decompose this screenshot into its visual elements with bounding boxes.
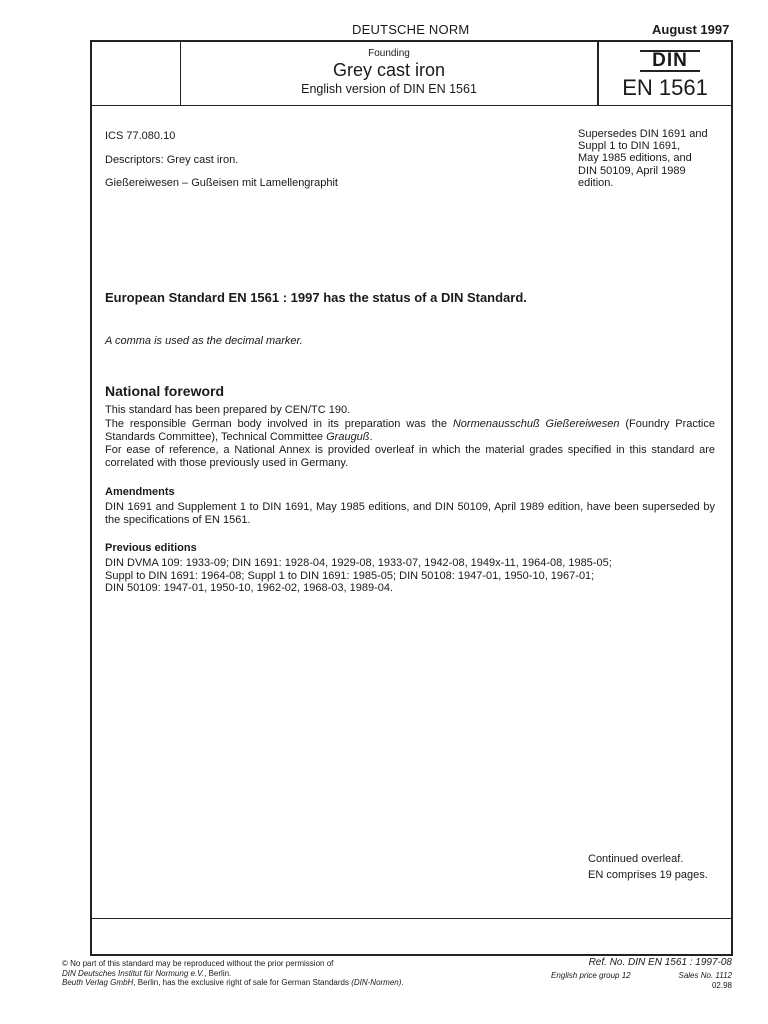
beuth-line: [62, 978, 532, 988]
price-group: English price group 12: [551, 971, 631, 980]
foreword-text: The responsible German body involved in its preparation was the: [105, 418, 453, 430]
previous-editions-heading: Previous editions: [105, 542, 197, 554]
copyright-line: © No part of this standard may be reproduced without the prior permission of: [62, 959, 334, 968]
din-institute-city: , Berlin.: [204, 968, 232, 978]
foreword-line-3: For ease of reference, a National Annex is provided overleaf in which the material grades specified in this standard are correlated with those previously used in Germany.: [105, 444, 715, 469]
foreword-line-1: This standard has been prepared by CEN/TC 190.: [105, 404, 351, 416]
previous-editions-line: Suppl to DIN 1691: 1964-08; Suppl 1 to DIN 1691: 1985-05; DIN 50108: 1947-01, 1950-10, 1967-01;: [105, 569, 595, 582]
supersedes-note: [578, 128, 708, 189]
ics-code: ICS 77.080.10: [105, 130, 176, 142]
reference-number: Ref. No. DIN EN 1561 : 1997-08: [588, 957, 732, 968]
header-bottom-rule: [90, 105, 733, 106]
supersedes-line: Supersedes DIN 1691 and: [578, 128, 708, 140]
din-institute-name: DIN Deutsches Institut für Normung e.V.: [62, 968, 205, 978]
foreword-line-2: [105, 418, 715, 443]
status-heading: European Standard EN 1561 : 1997 has the status of a DIN Standard.: [105, 290, 527, 305]
amendments-text: DIN 1691 and Supplement 1 to DIN 1691, May 1985 editions, and DIN 50109, April 1989 edition, have been superseded by the specifications of EN 1561.: [105, 501, 715, 526]
beuth-end: .: [401, 978, 404, 987]
page-count-note: EN comprises 19 pages.: [588, 869, 708, 881]
publication-date: August 1997: [652, 22, 730, 37]
din-normen: (DIN-Normen): [351, 978, 402, 987]
subject-label: Founding: [368, 48, 410, 59]
document-code: 02.98: [711, 981, 732, 990]
foreword-text: (Foundry Practice Standards Committee), Technical Committee: [105, 418, 715, 443]
din-institute-line: [62, 969, 532, 979]
decimal-note: A comma is used as the decimal marker.: [105, 335, 303, 347]
beuth-text: , Berlin, has the exclusive right of sale for German Standards: [133, 978, 352, 987]
document-title: Grey cast iron: [332, 60, 446, 80]
footer-top-rule: [90, 918, 733, 919]
foreword-heading: National foreword: [105, 383, 225, 399]
committee-name: Normenausschuß Gießereiwesen: [452, 418, 620, 430]
beuth-name: Beuth Verlag GmbH: [62, 978, 134, 987]
previous-editions-list: [105, 557, 725, 595]
continued-note: Continued overleaf.: [588, 853, 684, 865]
sales-number: Sales No. 1112: [678, 971, 732, 980]
copyright-notice: [62, 959, 532, 988]
header-left-divider: [180, 40, 181, 106]
previous-editions-line: DIN 50109: 1947-01, 1950-10, 1962-02, 1968-03, 1989-04.: [105, 582, 394, 594]
supersedes-line: edition.: [578, 176, 614, 189]
technical-committee-name: Grauguß: [326, 430, 370, 443]
norm-label: DEUTSCHE NORM: [352, 22, 470, 37]
german-title: Gießereiwesen – Gußeisen mit Lamellengraphit: [105, 177, 338, 189]
document-subtitle: English version of DIN EN 1561: [301, 82, 477, 96]
foreword-text: .: [369, 430, 373, 443]
amendments-heading: Amendments: [105, 486, 175, 498]
din-logo: DIN: [640, 50, 700, 72]
document-number: EN 1561: [622, 75, 708, 100]
descriptors: Descriptors: Grey cast iron.: [105, 154, 239, 166]
header-right-divider: [597, 40, 599, 106]
supersedes-line: May 1985 editions, and: [578, 152, 692, 165]
supersedes-line: Suppl 1 to DIN 1691,: [578, 140, 681, 153]
supersedes-line: DIN 50109, April 1989: [578, 164, 686, 177]
previous-editions-line: DIN DVMA 109: 1933-09; DIN 1691: 1928-04, 1929-08, 1933-07, 1942-08, 1949x-11, 1964-08, 1985-05;: [105, 557, 612, 569]
